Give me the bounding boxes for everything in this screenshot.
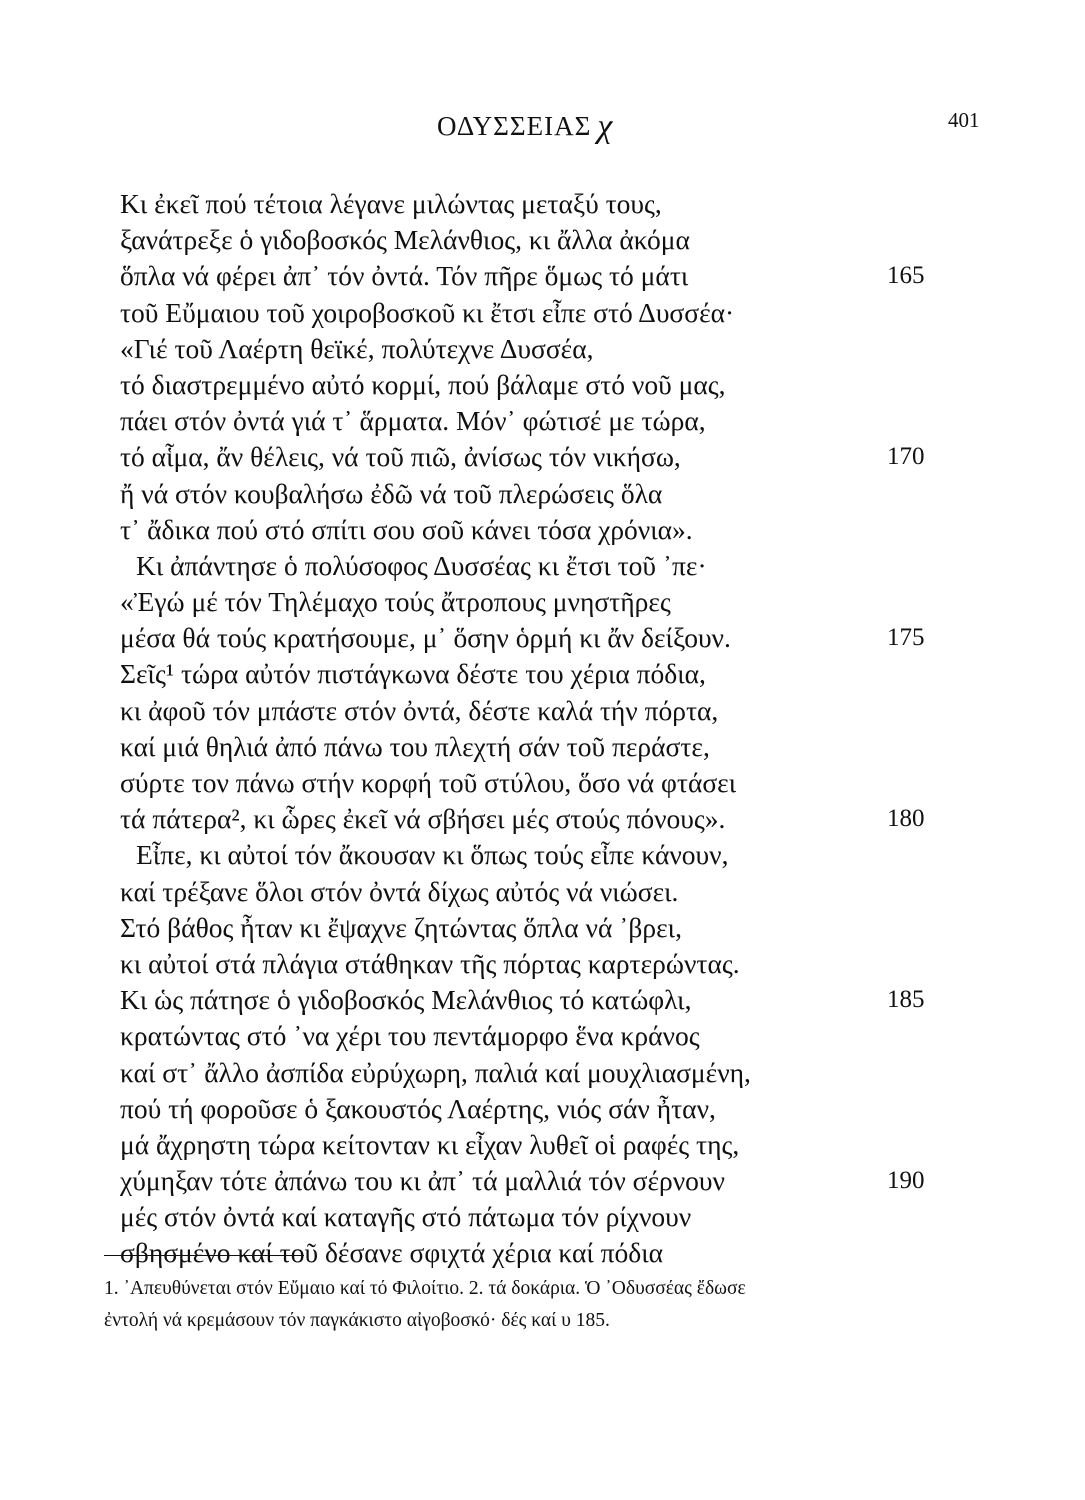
line-number: 190	[887, 1167, 925, 1195]
verse-line	[0, 367, 1085, 403]
verse-line	[0, 1091, 1085, 1127]
line-number: 180	[887, 805, 925, 833]
verse-line	[0, 874, 1085, 910]
book-letter: χ	[597, 108, 614, 145]
verse-line	[0, 656, 1085, 692]
verse-line	[0, 186, 1085, 222]
verse-line	[0, 1199, 1085, 1235]
verse-text: πού τή φοροῦσε ὁ ξακουστός Λαέρτης, νιός σάν ἦταν,	[120, 1092, 716, 1124]
verse-line	[0, 1018, 1085, 1054]
verse-block	[0, 186, 1085, 1272]
book-title: ΟΔΥΣΣΕΙΑΣ	[437, 111, 592, 141]
verse-text: Κι ἐκεῖ πού τέτοια λέγανε μιλώντας μεταξύ τους,	[120, 188, 662, 219]
verse-text: Εἶπε, κι αὐτοί τόν ἄκουσαν κι ὅπως τούς εἶπε κάνουν,	[136, 839, 729, 871]
verse-text: Κι ὡς πάτησε ὁ γιδοβοσκός Μελάνθιος τό κατώφλι,	[120, 984, 692, 1016]
verse-line	[0, 620, 1085, 656]
verse-line	[0, 222, 1085, 258]
verse-text: ἤ νά στόν κουβαλήσω ἐδῶ νά τοῦ πλερώσεις ὅλα	[120, 477, 663, 509]
verse-text: καί τρέξανε ὅλοι στόν ὀντά δίχως αὐτός νά νιώσει.	[120, 875, 679, 907]
verse-line	[0, 1127, 1085, 1163]
verse-text: πάει στόν ὀντά γιά τ᾽ ἅρματα. Μόν᾽ φώτισέ με τώρα,	[120, 405, 706, 437]
verse-line	[0, 801, 1085, 837]
verse-text: κι αὐτοί στά πλάγια στάθηκαν τῆς πόρτας καρτερώντας.	[120, 947, 740, 979]
verse-line	[0, 512, 1085, 548]
verse-text: καί στ᾽ ἄλλο ἀσπίδα εὐρύχωρη, παλιά καί μουχλιασμένη,	[120, 1056, 751, 1088]
verse-line	[0, 693, 1085, 729]
verse-line	[0, 946, 1085, 982]
verse-line	[0, 982, 1085, 1018]
verse-line	[0, 1235, 1085, 1271]
running-head	[0, 106, 1085, 146]
verse-text: κι ἀφοῦ τόν μπάστε στόν ὀντά, δέστε καλά τήν πόρτα,	[120, 694, 719, 726]
verse-text: τά πάτερα², κι ὧρες ἐκεῖ νά σβήσει μές στούς πόνους».	[120, 803, 726, 835]
line-number: 185	[887, 986, 925, 1014]
verse-text: τό διαστρεμμένο αὐτό κορμί, πού βάλαμε στό νοῦ μας,	[120, 368, 726, 400]
verse-line	[0, 403, 1085, 439]
verse-text: χύμηξαν τότε ἀπάνω του κι ἀπ᾽ τά μαλλιά τόν σέρνουν	[120, 1165, 725, 1197]
verse-line	[0, 1055, 1085, 1091]
verse-line	[0, 837, 1085, 873]
verse-line	[0, 439, 1085, 475]
verse-line	[0, 295, 1085, 331]
footnote-text: ἐντολή νά κρεμάσουν τόν παγκάκιστο αἰγοβοσκό· δές καί υ 185.	[104, 1310, 610, 1331]
verse-line	[0, 258, 1085, 294]
verse-text: σύρτε τον πάνω στήν κορφή τοῦ στύλου, ὅσο νά φτάσει	[120, 767, 737, 798]
verse-line	[0, 910, 1085, 946]
footnote-divider	[104, 1255, 304, 1256]
verse-line	[0, 584, 1085, 620]
verse-line	[0, 765, 1085, 801]
verse-text: «Ἐγώ μέ τόν Τηλέμαχο τούς ἄτροπους μνηστῆρες	[120, 586, 671, 618]
page-number: 401	[948, 108, 980, 132]
line-number: 175	[887, 624, 925, 652]
verse-text: Στό βάθος ἦταν κι ἔψαχνε ζητώντας ὅπλα νά ᾽βρει,	[120, 911, 682, 943]
page-title	[437, 106, 613, 144]
verse-text: κρατώντας στό ᾽να χέρι του πεντάμορφο ἕνα κράνος	[120, 1020, 700, 1052]
verse-line	[0, 548, 1085, 584]
verse-text: ξανάτρεξε ὁ γιδοβοσκός Μελάνθιος, κι ἄλλα ἀκόμα	[120, 224, 690, 256]
verse-text: Κι ἀπάντησε ὁ πολύσοφος Δυσσέας κι ἔτσι τοῦ ᾽πε·	[136, 549, 707, 581]
footnote-text: 1. ᾽Απευθύνεται στόν Εὔμαιο καί τό Φιλοίτιο. 2. τά δοκάρια. Ὁ ᾽Οδυσσέας ἔδωσε	[104, 1278, 746, 1299]
verse-text: μέσα θά τούς κρατήσουμε, μ᾽ ὅσην ὁρμή κι ἄν δείξουν.	[120, 622, 731, 654]
verse-text: καί μιά θηλιά ἀπό πάνω του πλεχτή σάν τοῦ περάστε,	[120, 730, 710, 762]
verse-text: μά ἄχρηστη τώρα κείτονταν κι εἶχαν λυθεῖ οἱ ραφές της,	[120, 1128, 740, 1160]
verse-line	[0, 729, 1085, 765]
verse-text: Σεῖς¹ τώρα αὐτόν πιστάγκωνα δέστε του χέρια πόδια,	[120, 658, 706, 690]
verse-text: τοῦ Εὔμαιου τοῦ χοιροβοσκοῦ κι ἔτσι εἶπε στό Δυσσέα·	[120, 296, 735, 328]
footnotes	[0, 1273, 1085, 1337]
verse-line	[0, 1163, 1085, 1199]
verse-text: μές στόν ὀντά καί καταγῆς στό πάτωμα τόν ρίχνουν	[120, 1201, 692, 1233]
verse-text: τ᾽ ἄδικα πού στό σπίτι σου σοῦ κάνει τόσα χρόνια».	[120, 513, 693, 545]
verse-line	[0, 331, 1085, 367]
footnote-line	[0, 1305, 1085, 1337]
verse-text: ὅπλα νά φέρει ἀπ᾽ τόν ὀντά. Τόν πῆρε ὅμως τό μάτι	[120, 260, 689, 292]
verse-text: «Γιέ τοῦ Λαέρτη θεϊκέ, πολύτεχνε Δυσσέα,	[120, 332, 594, 364]
line-number: 165	[887, 262, 925, 290]
line-number: 170	[887, 443, 925, 471]
footnote-line	[0, 1273, 1085, 1305]
verse-line	[0, 476, 1085, 512]
verse-text: σβησμένο καί τοῦ δέσανε σφιχτά χέρια καί πόδια	[120, 1237, 664, 1269]
verse-text: τό αἷμα, ἄν θέλεις, νά τοῦ πιῶ, ἀνίσως τόν νικήσω,	[120, 441, 681, 473]
